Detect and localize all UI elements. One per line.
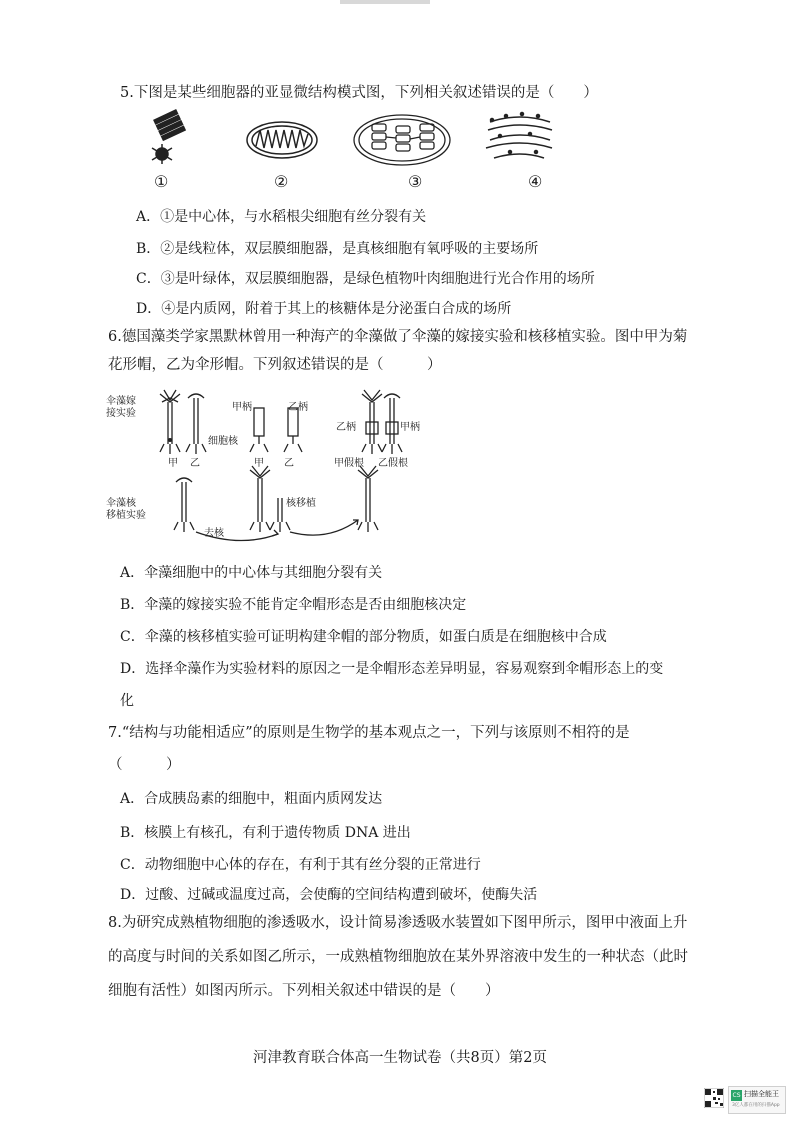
organelle-figure	[140, 108, 560, 170]
jia-stalk-label: 甲柄	[232, 402, 252, 413]
qr-code-icon	[704, 1088, 724, 1108]
q6-option-b: B．伞藻的嫁接实验不能肯定伞帽形态是否由细胞核决定	[120, 597, 467, 613]
jia-rhizoid-label: 甲假根	[334, 458, 364, 469]
q5-option-b: B．②是线粒体，双层膜细胞器，是真核细胞有氧呼吸的主要场所	[136, 241, 539, 257]
chloroplast-drawing	[354, 115, 450, 165]
q7-option-d: D．过酸、过碱或温度过高，会使酶的空间结构遭到破坏，使酶失活	[120, 887, 538, 903]
nucleus-label: 细胞核	[208, 436, 238, 447]
scanner-name: 扫描全能王	[744, 1090, 779, 1098]
centrosome-drawing	[152, 110, 185, 164]
q7-option-a: A．合成胰岛素的细胞中，粗面内质网发达	[120, 791, 383, 807]
mitochondrion-drawing	[247, 122, 317, 158]
graft-title-1: 伞藻嫁	[106, 396, 136, 407]
q6-option-d: D．选择伞藻作为实验材料的原因之一是伞帽形态差异明显，容易观察到伞帽形态上的变	[120, 661, 664, 677]
graft-yi-label: 乙	[190, 458, 200, 469]
figure-label-3: ③	[408, 172, 423, 191]
stalk-jia-label: 甲	[254, 458, 264, 469]
q7-option-b: B．核膜上有核孔，有利于遗传物质 DNA 进出	[120, 825, 411, 841]
q5-stem: 5.下图是某些细胞器的亚显微结构模式图，下列相关叙述错误的是（ ）	[120, 85, 598, 101]
q8-line1: 8.为研究成熟植物细胞的渗透吸水，设计简易渗透吸水装置如下图甲所示，图甲中液面上升	[108, 915, 688, 931]
yi-rhizoid-label: 乙假根	[378, 458, 408, 469]
q5-option-a: A．①是中心体，与水稻根尖细胞有丝分裂有关	[136, 209, 427, 225]
scan-edge-mark	[340, 0, 430, 4]
q8-line2: 的高度与时间的关系如图乙所示，一成熟植物细胞放在某外界溶液中发生的一种状态（此时	[108, 949, 688, 965]
q8-line3: 细胞有活性）如图丙所示。下列相关叙述中错误的是（ ）	[108, 983, 500, 999]
q7-stem: 7.“结构与功能相适应”的原则是生物学的基本观点之一，下列与该原则不相符的是	[108, 725, 630, 741]
q6-option-d-continued: 化	[120, 693, 134, 709]
scanner-watermark	[728, 1086, 786, 1114]
q6-option-a: A．伞藻细胞中的中心体与其细胞分裂有关	[120, 565, 383, 581]
figure-label-2: ②	[274, 172, 289, 191]
q5-option-c: C．③是叶绿体，双层膜细胞器，是绿色植物叶肉细胞进行光合作用的场所	[136, 271, 595, 287]
figure-label-4: ④	[528, 172, 543, 191]
transplant-title-1: 伞藻核	[106, 498, 136, 509]
transplant-title-2: 移植实验	[106, 510, 146, 521]
enucleate-label: 去核	[204, 528, 224, 539]
q5-option-d: D．④是内质网，附着于其上的核糖体是分泌蛋白合成的场所	[136, 301, 512, 317]
graft-title-2: 接实验	[106, 408, 136, 419]
endoplasmic-reticulum-drawing	[486, 113, 552, 159]
transplant-label: 核移植	[286, 498, 316, 509]
scanner-logo-icon: CS	[732, 1092, 741, 1099]
q7-answer-paren: （ ）	[108, 757, 181, 773]
scanner-tagline: 3亿人都在用的扫描App	[732, 1103, 780, 1108]
q7-option-c: C．动物细胞中心体的存在，有利于其有丝分裂的正常进行	[120, 857, 481, 873]
q6-stem-line1: 6.德国藻类学家黑默林曾用一种海产的伞藻做了伞藻的嫁接实验和核移植实验。图中甲为菊	[108, 329, 688, 345]
result-jia-stalk-label: 甲柄	[400, 422, 420, 433]
graft-jia-label: 甲	[168, 458, 178, 469]
yi-stalk-label: 乙柄	[288, 402, 308, 413]
q6-option-c: C．伞藻的核移植实验可证明构建伞帽的部分物质，如蛋白质是在细胞核中合成	[120, 629, 607, 645]
q6-stem-line2: 花形帽，乙为伞形帽。下列叙述错误的是（ ）	[108, 357, 442, 373]
stalk-yi-label: 乙	[284, 458, 294, 469]
page-footer: 河津教育联合体高一生物试卷（共8页）第2页	[253, 1050, 547, 1066]
figure-label-1: ①	[154, 172, 169, 191]
result-yi-stalk-label: 乙柄	[336, 422, 356, 433]
